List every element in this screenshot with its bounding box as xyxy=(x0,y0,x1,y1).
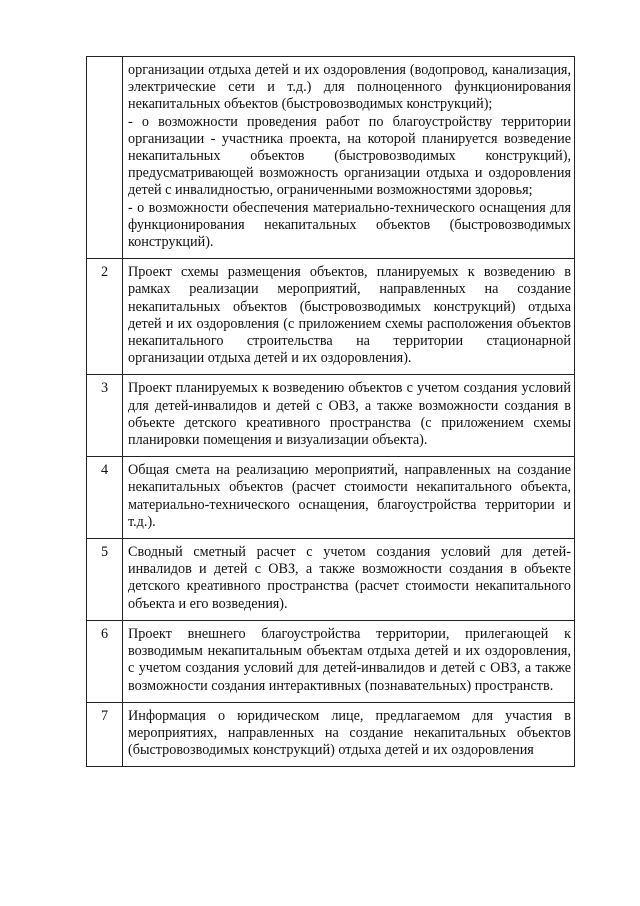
table-row xyxy=(87,539,575,621)
row-description xyxy=(123,539,575,621)
row-paragraph: Общая смета на реализацию мероприятий, направленных на создание некапитальных объектов (расчет стоимости некапитального объекта, материально-технического оснащения, благоустройства территории и т.д.). xyxy=(128,462,571,530)
row-paragraph: Проект схемы размещения объектов, планируемых к возведению в рамках реализации мероприятий, направленных на создание некапитальных объектов (быстровозводимых конструкций) отдыха детей и их оздоровления (с приложением схемы расположения объектов некапитального строительства на территории стационарной организации отдыха детей и их оздоровления). xyxy=(128,264,571,367)
row-description xyxy=(123,620,575,702)
row-paragraph: Сводный сметный расчет с учетом создания условий для детей-инвалидов и детей с ОВЗ, а также возможности создания в объекте детского креативного пространства (расчет стоимости некапитального объекта и его возведения). xyxy=(128,544,571,612)
row-paragraph: организации отдыха детей и их оздоровления (водопровод, канализация, электрические сети и т.д.) для полноценного функционирования некапитальных объектов (быстровозводимых конструкций); xyxy=(128,62,571,113)
row-description xyxy=(123,57,575,259)
table-row xyxy=(87,259,575,375)
row-description xyxy=(123,702,575,767)
table-row xyxy=(87,702,575,767)
row-number: 3 xyxy=(87,375,123,457)
table-row xyxy=(87,375,575,457)
table-row xyxy=(87,620,575,702)
row-paragraph: - о возможности обеспечения материально-технического оснащения для функционирования некапитальных объектов (быстровозводимых конструкций). xyxy=(128,199,571,251)
row-description xyxy=(123,375,575,457)
row-number xyxy=(87,57,123,259)
row-paragraph: - о возможности проведения работ по благоустройству территории организации - участника проекта, на которой планируется возведение некапитальных объектов (быстровозводимых конструкций), предусматривающей возможность организации отдыха и оздоровления детей с инвалидностью, ограниченными возможностями здоровья; xyxy=(128,113,571,199)
requirements-table xyxy=(86,56,575,767)
row-number: 2 xyxy=(87,259,123,375)
row-paragraph: Информация о юридическом лице, предлагаемом для участия в мероприятиях, направленных на создание некапитальных объектов (быстровозводимых конструкций) отдыха детей и их оздоровления xyxy=(128,707,571,759)
row-description xyxy=(123,259,575,375)
table-body xyxy=(87,57,575,767)
row-number: 4 xyxy=(87,457,123,539)
row-number: 5 xyxy=(87,539,123,621)
row-number: 6 xyxy=(87,620,123,702)
row-paragraph: Проект планируемых к возведению объектов с учетом создания условий для детей-инвалидов и детей с ОВЗ, а также возможности создания в объекте детского креативного пространства (с приложением схемы планировки помещения и визуализации объекта). xyxy=(128,380,571,449)
table-row xyxy=(87,457,575,539)
table-row xyxy=(87,57,575,259)
row-paragraph: Проект внешнего благоустройства территории, прилегающей к возводимым некапитальным объектам отдыха детей и их оздоровления, с учетом создания условий для детей-инвалидов и детей с ОВЗ, а также возможности создания интерактивных (познавательных) пространств. xyxy=(128,625,571,694)
row-number: 7 xyxy=(87,702,123,767)
row-description xyxy=(123,457,575,539)
